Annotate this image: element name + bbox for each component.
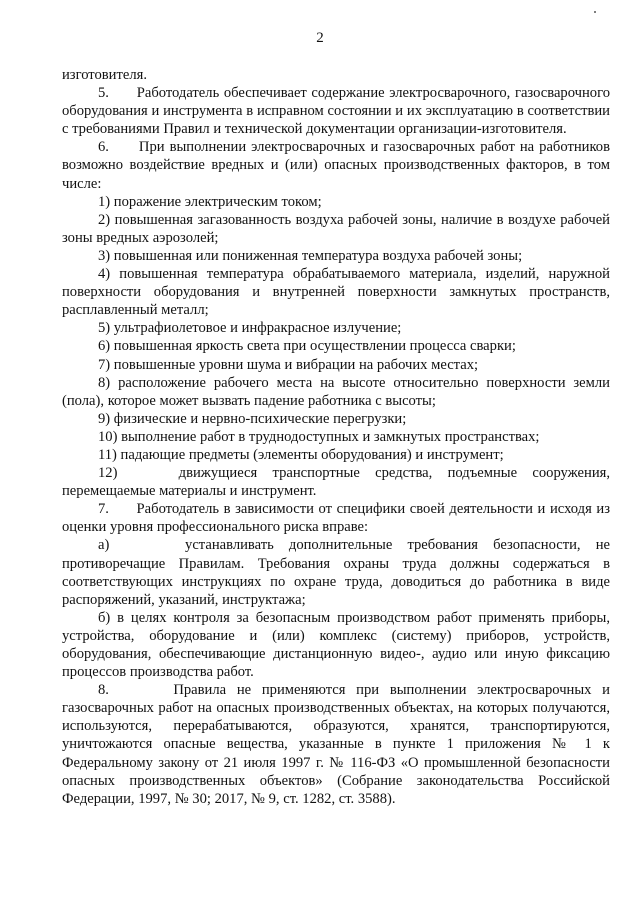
- factor-item-4: 4) повышенная температура обрабатываемого материала, изделий, наружной поверхности оборудования и внутренней поверхности замкнутых пространств, расплавленный металл;: [62, 266, 610, 319]
- factor-item-2: 2) повышенная загазованность воздуха рабочей зоны, наличие в воздухе рабочей зоны вредных аэрозолей;: [62, 211, 610, 246]
- paragraph-7-item-b: б) в целях контроля за безопасным производством работ применять приборы, устройства, оборудование и (или) комплекс (систему) приборов, устройств, оборудования, обеспечивающие дистанционную видео-, аудио или иную фиксацию процессов производства работ.: [62, 609, 610, 681]
- page-number: 2: [316, 30, 324, 46]
- factor-item-1: 1) поражение электрическим током;: [98, 193, 322, 210]
- factor-item-3: 3) повышенная или пониженная температура воздуха рабочей зоны;: [98, 247, 523, 264]
- paragraph-5: 5. Работодатель обеспечивает содержание электросварочного, газосварочного оборудования и инструмента в исправном состоянии и их эксплуатацию в соответствии с требованиями Правил и технической документации организации-изготовителя.: [62, 85, 610, 138]
- factor-item-12: 12) движущиеся транспортные средства, подъемные сооружения, перемещаемые материалы и инструмент.: [62, 465, 610, 500]
- factor-item-10: 10) выполнение работ в труднодоступных и замкнутых пространствах;: [98, 428, 540, 445]
- paragraph-7: 7. Работодатель в зависимости от специфики своей деятельности и исходя из оценки уровня профессионального риска вправе:: [62, 501, 610, 536]
- factor-item-5: 5) ультрафиолетовое и инфракрасное излучение;: [98, 320, 402, 337]
- paragraph-7-item-a: а) устанавливать дополнительные требования безопасности, не противоречащие Правилам. Требования охраны труда должны содержаться в соответствующих инструкциях по охране труда, доводиться до работника в виде распоряжений, указаний, инструктажа;: [62, 537, 610, 608]
- factor-item-9: 9) физические и нервно-психические перегрузки;: [98, 410, 407, 427]
- factor-item-6: 6) повышенная яркость света при осуществлении процесса сварки;: [98, 338, 516, 355]
- paragraph-continuation: изготовителя.: [62, 67, 147, 83]
- factor-item-11: 11) падающие предметы (элементы оборудования) и инструмент;: [98, 446, 504, 463]
- paragraph-8: 8. Правила не применяются при выполнении электросварочных и газосварочных работ на опасных производственных объектах, на которых получаются, используются, перерабатываются, образуются, хранятся, транспортируются, уничтожаются опасные вещества, указанные в пункте 1 приложения № 1 к Федеральному закону от 21 июля 1997 г. № 116-ФЗ «О промышленной безопасности опасных производственных объектов» (Собрание законодательства Российской Федерации, 1997, № 30; 2017, № 9, ст. 1282, ст. 3588).: [62, 682, 610, 807]
- scan-speck: [594, 11, 596, 13]
- factor-item-8: 8) расположение рабочего места на высоте относительно поверхности земли (пола), которое может вызвать падение работника с высоты;: [62, 374, 610, 409]
- document-body: [62, 66, 610, 808]
- paragraph-6: 6. При выполнении электросварочных и газосварочных работ на работников возможно воздействие вредных и (или) опасных производственных факторов, в том числе:: [62, 139, 610, 192]
- factor-item-7: 7) повышенные уровни шума и вибрации на рабочих местах;: [98, 356, 479, 373]
